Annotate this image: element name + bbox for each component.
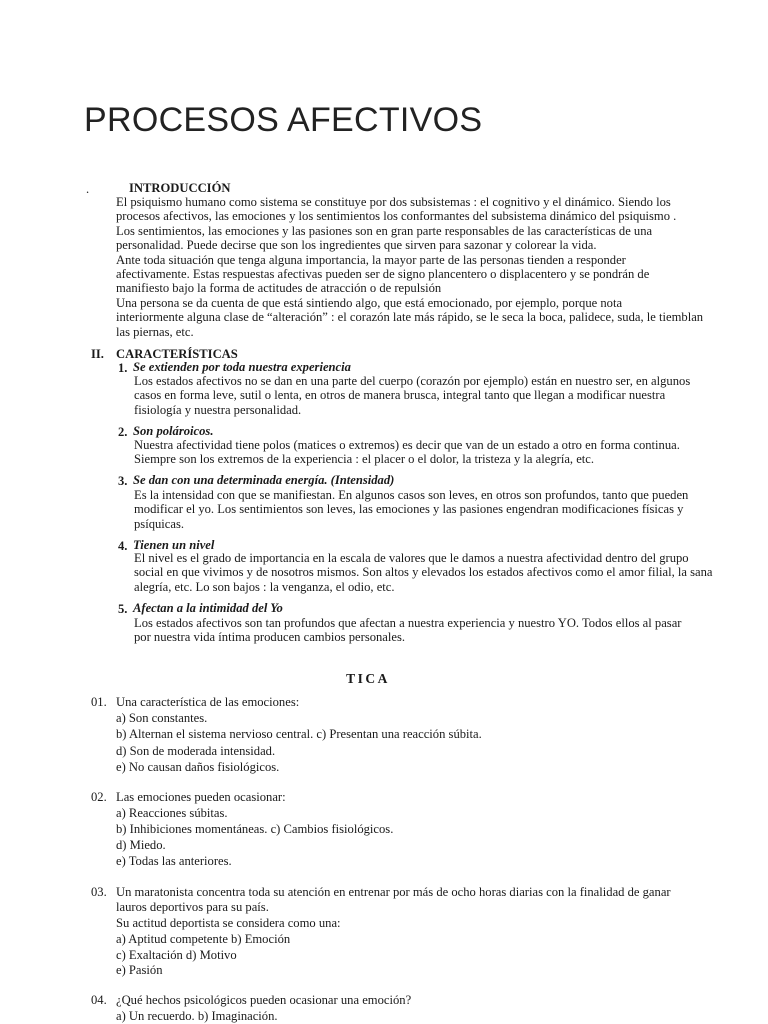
item-line: El nivel es el grado de importancia en la escala de valores que le damos a nuestra afectividad dentro del grupo [134,551,689,565]
intro-line: personalidad. Puede decirse que son los ingredientes que sirven para sazonar y colorear la vida. [116,238,597,253]
item-body [134,616,702,645]
item-body [134,438,702,467]
question-text-cont: lauros deportivos para su país. [116,900,269,914]
answer-option: b) Inhibiciones momentáneas. c) Cambios fisiológicos. [116,822,394,836]
intro-line: afectivamente. Estas respuestas afectivas pueden ser de signo plancentero o displacentero y se pondrán de [116,267,650,282]
item-line: fisiología y nuestra personalidad. [134,402,302,417]
question-text: ¿Qué hechos psicológicos pueden ocasionar una emoción? [116,993,412,1007]
answer-option: e) No causan daños fisiológicos. [116,760,280,774]
answer-option: a) Aptitud competente b) Emoción [116,932,291,946]
page-title: PROCESOS AFECTIVOS [84,101,483,139]
intro-heading: INTRODUCCIÓN [129,181,231,195]
intro-line: las piernas, etc. [116,324,194,339]
answer-option: a) Son constantes. [116,711,208,725]
item-line: Nuestra afectividad tiene polos (matices o extremos) es decir que van de un estado a otro en forma continua. [134,438,680,452]
item-number: 5. [118,602,128,616]
question-text: Una característica de las emociones: [116,695,300,709]
item-line: Siempre son los extremos de la experiencia : el placer o el dolor, la tristeza y la alegría, etc. [134,452,595,467]
item-line: Los estados afectivos no se dan en una parte del cuerpo (corazón por ejemplo) están en nuestro ser, en algunos [134,374,691,388]
item-line: Los estados afectivos son tan profundos que afectan a nuestra experiencia y nuestro YO. Todos ellos al pasar [134,616,682,630]
item-line: casos en forma leve, sutil o lenta, en otros de manera brusca, integral tanto que llegan a modificar nuestra [134,388,666,403]
item-body [134,488,702,531]
question-number: 01. [91,695,107,709]
item-line: por nuestra vida íntima producen cambios personales. [134,630,406,645]
intro-line: manifiesto bajo la forma de actitudes de atracción o de repulsión [116,281,442,296]
item-body [134,374,702,417]
item-line: modificar el yo. Los sentimientos son leves, las emociones y las pasiones engendran modificaciones físicas y [134,502,684,517]
item-title: Son polároicos. [133,424,214,438]
item-title: Tienen un nivel [133,538,215,552]
practice-title: TICA [346,671,390,686]
item-number: 4. [118,539,128,553]
item-line: alegría, etc. Lo son bajos : la venganza, el odio, etc. [134,579,395,594]
item-title: Afectan a la intimidad del Yo [133,601,283,615]
question-number: 04. [91,993,107,1007]
answer-option: c) Exaltación d) Motivo [116,948,237,962]
question-text: Un maratonista concentra toda su atención en entrenar por más de ocho horas diarias con la finalidad de ganar [116,885,671,899]
answer-option: d) Miedo. [116,838,166,852]
answer-option: a) Un recuerdo. b) Imaginación. [116,1009,278,1023]
answer-option: d) Son de moderada intensidad. [116,744,276,758]
question-number: 02. [91,790,107,804]
item-title: Se extienden por toda nuestra experiencia [133,360,351,374]
answer-option: e) Todas las anteriores. [116,854,232,868]
section-number: II. [91,347,104,361]
answer-option: e) Pasión [116,963,163,977]
item-number: 2. [118,425,128,439]
intro-line: Los sentimientos, las emociones y las pasiones son en gran parte responsables de las características de una [116,223,653,238]
question-text: Las emociones pueden ocasionar: [116,790,286,804]
intro-line: procesos afectivos, las emociones y los sentimientos los conformantes del subsistema dinámico del psiquismo . [116,209,677,224]
item-line: social en que vivimos y de nosotros mismos. Son altos y elevados los estados afectivos como el amor filial, la sana [134,565,713,580]
item-body [134,551,713,594]
item-line: psíquicas. [134,516,185,531]
answer-option: b) Alternan el sistema nervioso central. c) Presentan una reacción súbita. [116,727,482,741]
intro-paragraph [116,195,702,339]
item-number: 1. [118,361,128,375]
intro-line: Ante toda situación que tenga alguna importancia, la mayor parte de las personas tienden a responder [116,252,626,267]
item-number: 3. [118,474,128,488]
item-line: Es la intensidad con que se manifiestan. En algunos casos son leves, en otros son profundos, tanto que pueden [134,488,689,502]
intro-line: interiormente alguna clase de “alteración” : el corazón late más rápido, se le seca la boca, palidece, suda, le tiemblan [116,310,704,325]
intro-line: El psiquismo humano como sistema se constituye por dos subsistemas : el cognitivo y el dinámico. Siendo los [116,195,671,209]
section-heading: CARACTERÍSTICAS [116,347,238,361]
item-title: Se dan con una determinada energía. (Intensidad) [133,473,395,487]
intro-line: Una persona se da cuenta de que está sintiendo algo, que está emocionado, por ejemplo, porque nota [116,295,623,310]
question-number: 03. [91,885,107,899]
intro-bullet: . [86,182,90,196]
answer-option: a) Reacciones súbitas. [116,806,228,820]
question-prompt: Su actitud deportista se considera como una: [116,916,341,930]
